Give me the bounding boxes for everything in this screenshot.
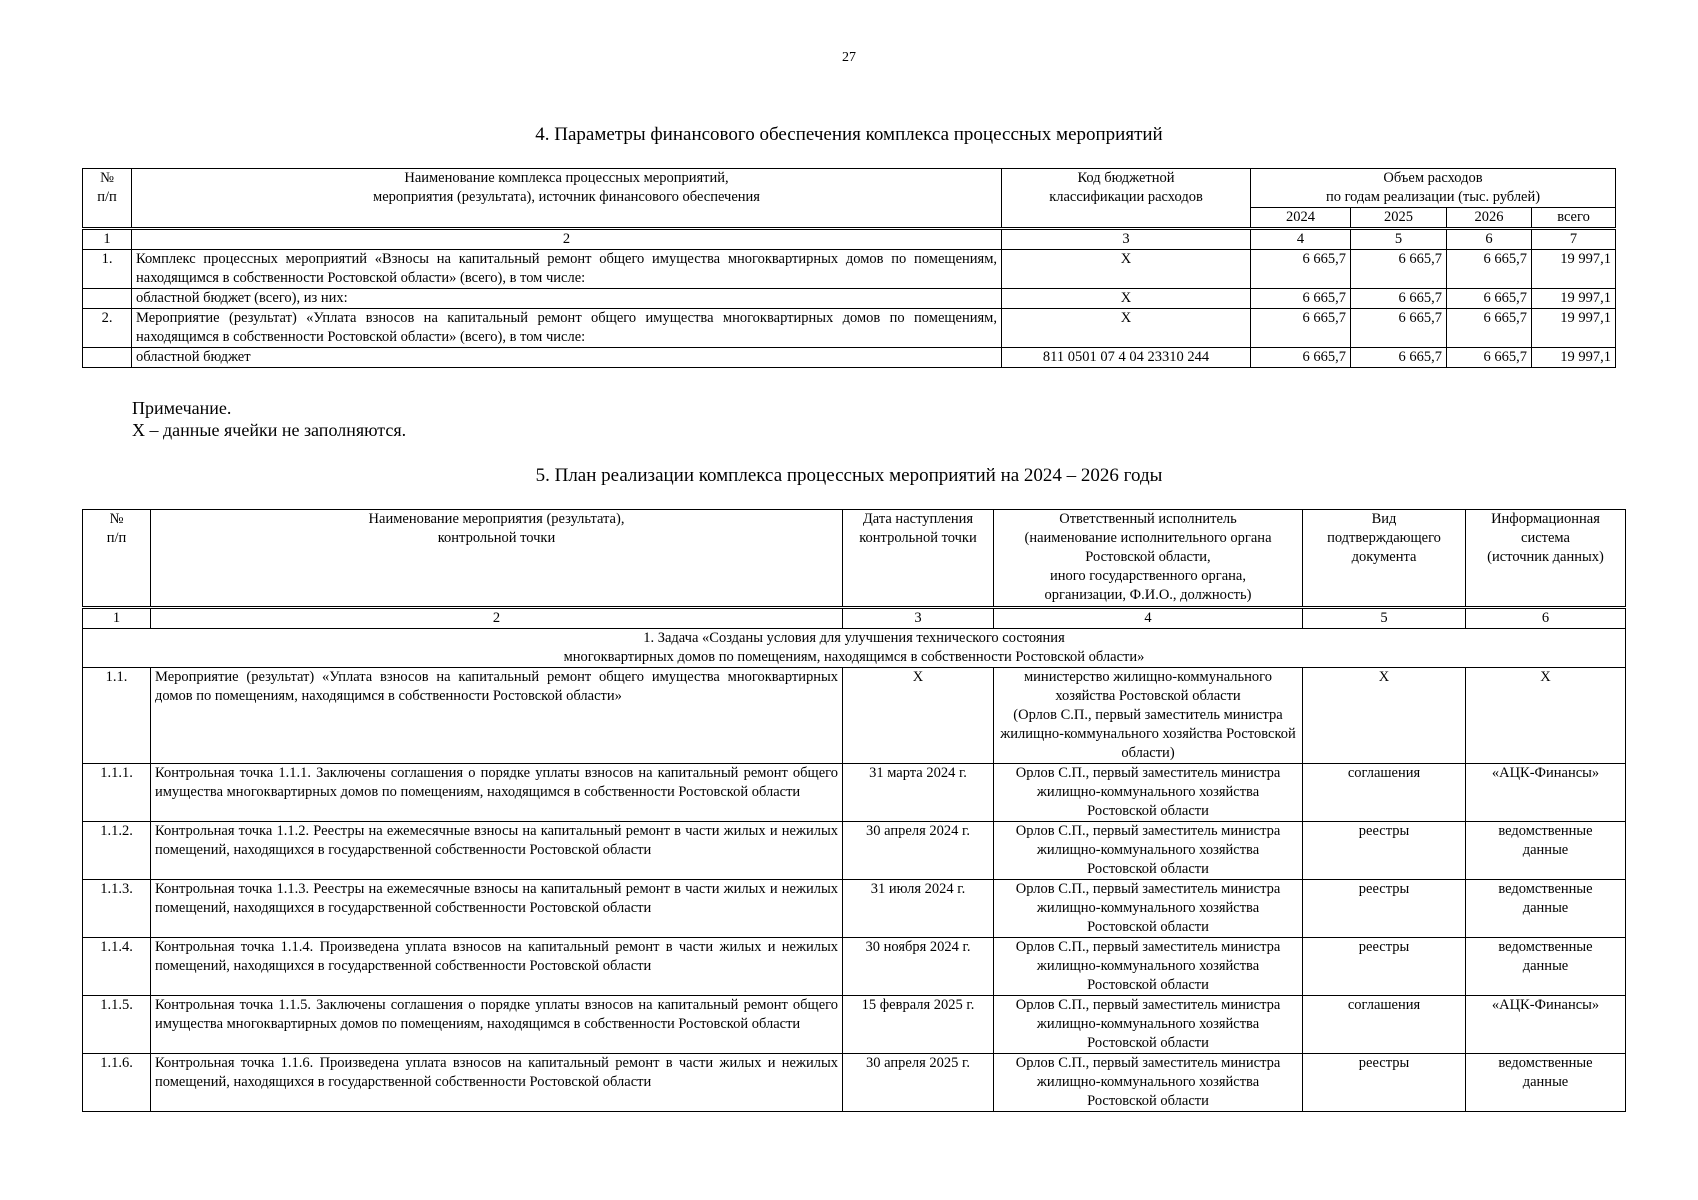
header-year-2026: 2026: [1447, 208, 1532, 229]
header-total: всего: [1532, 208, 1616, 229]
task-row: [83, 629, 1626, 668]
row-code: X: [1002, 289, 1251, 309]
row-num: [83, 348, 132, 368]
table-row: [83, 289, 1616, 309]
row-value-2026: 6 665,7: [1447, 348, 1532, 368]
row-info-system: «АЦК-Финансы»: [1466, 996, 1626, 1054]
column-number: 6: [1466, 608, 1626, 629]
column-number: 2: [132, 229, 1002, 250]
row-code: X: [1002, 250, 1251, 289]
header-executor: Ответственный исполнитель (наименование исполнительного органа Ростовской области, иного государственного органа, организации, Ф.И.О., должность): [994, 510, 1303, 608]
row-value-2025: 6 665,7: [1351, 289, 1447, 309]
row-document: реестры: [1303, 938, 1466, 996]
row-name: областной бюджет (всего), из них:: [132, 289, 1002, 309]
header-document: Вид подтверждающего документа: [1303, 510, 1466, 608]
row-name: областной бюджет: [132, 348, 1002, 368]
table-row: [83, 764, 1626, 822]
column-number: 1: [83, 608, 151, 629]
header-volume: Объем расходов по годам реализации (тыс. рублей): [1251, 169, 1616, 208]
row-value-total: 19 997,1: [1532, 348, 1616, 368]
column-number: 7: [1532, 229, 1616, 250]
column-number: 5: [1303, 608, 1466, 629]
header-name: Наименование мероприятия (результата), контрольной точки: [151, 510, 843, 608]
row-info-system: X: [1466, 668, 1626, 764]
row-code: X: [1002, 309, 1251, 348]
row-document: соглашения: [1303, 996, 1466, 1054]
header-code: Код бюджетной классификации расходов: [1002, 169, 1251, 229]
row-name: Контрольная точка 1.1.3. Реестры на ежемесячные взносы на капитальный ремонт в части жилых и нежилых помещений, находящихся в государственной собственности Ростовской области: [151, 880, 843, 938]
column-number: 3: [1002, 229, 1251, 250]
header-date: Дата наступления контрольной точки: [843, 510, 994, 608]
row-document: X: [1303, 668, 1466, 764]
row-info-system: ведомственные данные: [1466, 1054, 1626, 1112]
row-executor: Орлов С.П., первый заместитель министра жилищно-коммунального хозяйства Ростовской области: [994, 822, 1303, 880]
row-executor: Орлов С.П., первый заместитель министра жилищно-коммунального хозяйства Ростовской области: [994, 764, 1303, 822]
row-name: Контрольная точка 1.1.4. Произведена уплата взносов на капитальный ремонт в части жилых и нежилых помещений, находящихся в государственной собственности Ростовской области: [151, 938, 843, 996]
row-date: 31 июля 2024 г.: [843, 880, 994, 938]
row-value-total: 19 997,1: [1532, 250, 1616, 289]
row-value-2026: 6 665,7: [1447, 309, 1532, 348]
row-info-system: ведомственные данные: [1466, 880, 1626, 938]
row-value-2026: 6 665,7: [1447, 250, 1532, 289]
column-number: 4: [1251, 229, 1351, 250]
row-document: реестры: [1303, 1054, 1466, 1112]
column-number: 2: [151, 608, 843, 629]
row-value-2025: 6 665,7: [1351, 250, 1447, 289]
row-name: Контрольная точка 1.1.5. Заключены соглашения о порядке уплаты взносов на капитальный ремонт общего имущества многоквартирных домов по помещениям, находящимся в собственности Ростовской области: [151, 996, 843, 1054]
row-date: 30 апреля 2024 г.: [843, 822, 994, 880]
column-numbers-row: [83, 608, 1626, 629]
header-num: № п/п: [83, 510, 151, 608]
column-number: 4: [994, 608, 1303, 629]
financing-table: [82, 168, 1616, 368]
table-row: [83, 938, 1626, 996]
table-row: [83, 309, 1616, 348]
row-document: реестры: [1303, 822, 1466, 880]
table-row: [83, 1054, 1626, 1112]
row-num: 1.: [83, 250, 132, 289]
table-row: [83, 996, 1626, 1054]
row-document: соглашения: [1303, 764, 1466, 822]
row-date: 31 марта 2024 г.: [843, 764, 994, 822]
row-value-2025: 6 665,7: [1351, 309, 1447, 348]
task-heading: 1. Задача «Созданы условия для улучшения технического состояния многоквартирных домов по помещениям, находящимся в собственности Ростовской области»: [83, 629, 1626, 668]
row-executor: Орлов С.П., первый заместитель министра жилищно-коммунального хозяйства Ростовской области: [994, 1054, 1303, 1112]
row-name: Комплекс процессных мероприятий «Взносы на капитальный ремонт общего имущества многоквартирных домов по помещениям, находящимся в собственности Ростовской области» (всего), в том числе:: [132, 250, 1002, 289]
table-row: [83, 668, 1626, 764]
column-number: 3: [843, 608, 994, 629]
row-num: 1.1.2.: [83, 822, 151, 880]
row-name: Контрольная точка 1.1.6. Произведена уплата взносов на капитальный ремонт в части жилых и нежилых помещений, находящихся в государственной собственности Ростовской области: [151, 1054, 843, 1112]
row-value-2026: 6 665,7: [1447, 289, 1532, 309]
table-header-row: [83, 169, 1616, 208]
column-number: 6: [1447, 229, 1532, 250]
row-num: 1.1.1.: [83, 764, 151, 822]
row-value-2024: 6 665,7: [1251, 348, 1351, 368]
row-code: 811 0501 07 4 04 23310 244: [1002, 348, 1251, 368]
table-row: [83, 348, 1616, 368]
header-name: Наименование комплекса процессных мероприятий, мероприятия (результата), источник финансового обеспечения: [132, 169, 1002, 229]
row-num: 1.1.4.: [83, 938, 151, 996]
row-date: 30 ноября 2024 г.: [843, 938, 994, 996]
table-row: [83, 822, 1626, 880]
row-num: [83, 289, 132, 309]
row-date: 30 апреля 2025 г.: [843, 1054, 994, 1112]
row-document: реестры: [1303, 880, 1466, 938]
header-year-2025: 2025: [1351, 208, 1447, 229]
note-text: X – данные ячейки не заполняются.: [132, 420, 407, 440]
row-date: X: [843, 668, 994, 764]
row-name: Мероприятие (результат) «Уплата взносов на капитальный ремонт общего имущества многоквартирных домов по помещениям, находящимся в собственности Ростовской области» (всего), в том числе:: [132, 309, 1002, 348]
row-value-2024: 6 665,7: [1251, 250, 1351, 289]
note-title: Примечание.: [132, 398, 232, 418]
row-value-2024: 6 665,7: [1251, 289, 1351, 309]
section4-title: 4. Параметры финансового обеспечения комплекса процессных мероприятий: [535, 124, 1163, 145]
header-info-system: Информационная система (источник данных): [1466, 510, 1626, 608]
row-value-2025: 6 665,7: [1351, 348, 1447, 368]
row-name: Контрольная точка 1.1.1. Заключены соглашения о порядке уплаты взносов на капитальный ремонт общего имущества многоквартирных домов по помещениям, находящимся в собственности Ростовской области: [151, 764, 843, 822]
table-row: [83, 880, 1626, 938]
implementation-plan-table: [82, 509, 1626, 1112]
row-info-system: ведомственные данные: [1466, 822, 1626, 880]
row-num: 1.1.: [83, 668, 151, 764]
row-value-total: 19 997,1: [1532, 289, 1616, 309]
row-executor: министерство жилищно-коммунального хозяйства Ростовской области (Орлов С.П., первый заместитель министра жилищно-коммунального хозяйства Ростовской области): [994, 668, 1303, 764]
column-number: 1: [83, 229, 132, 250]
row-name: Мероприятие (результат) «Уплата взносов на капитальный ремонт общего имущества многоквартирных домов по помещениям, находящимся в собственности Ростовской области»: [151, 668, 843, 764]
table-header-row: [83, 510, 1626, 608]
row-executor: Орлов С.П., первый заместитель министра жилищно-коммунального хозяйства Ростовской области: [994, 996, 1303, 1054]
row-info-system: «АЦК-Финансы»: [1466, 764, 1626, 822]
row-num: 1.1.5.: [83, 996, 151, 1054]
header-num: № п/п: [83, 169, 132, 229]
table-row: [83, 250, 1616, 289]
row-name: Контрольная точка 1.1.2. Реестры на ежемесячные взносы на капитальный ремонт в части жилых и нежилых помещений, находящихся в государственной собственности Ростовской области: [151, 822, 843, 880]
row-date: 15 февраля 2025 г.: [843, 996, 994, 1054]
row-num: 2.: [83, 309, 132, 348]
row-executor: Орлов С.П., первый заместитель министра жилищно-коммунального хозяйства Ростовской области: [994, 938, 1303, 996]
row-num: 1.1.3.: [83, 880, 151, 938]
row-executor: Орлов С.П., первый заместитель министра жилищно-коммунального хозяйства Ростовской области: [994, 880, 1303, 938]
row-value-total: 19 997,1: [1532, 309, 1616, 348]
column-number: 5: [1351, 229, 1447, 250]
header-year-2024: 2024: [1251, 208, 1351, 229]
column-numbers-row: [83, 229, 1616, 250]
section5-title: 5. План реализации комплекса процессных мероприятий на 2024 – 2026 годы: [535, 465, 1163, 486]
page-number: 27: [842, 50, 856, 65]
row-num: 1.1.6.: [83, 1054, 151, 1112]
row-value-2024: 6 665,7: [1251, 309, 1351, 348]
row-info-system: ведомственные данные: [1466, 938, 1626, 996]
